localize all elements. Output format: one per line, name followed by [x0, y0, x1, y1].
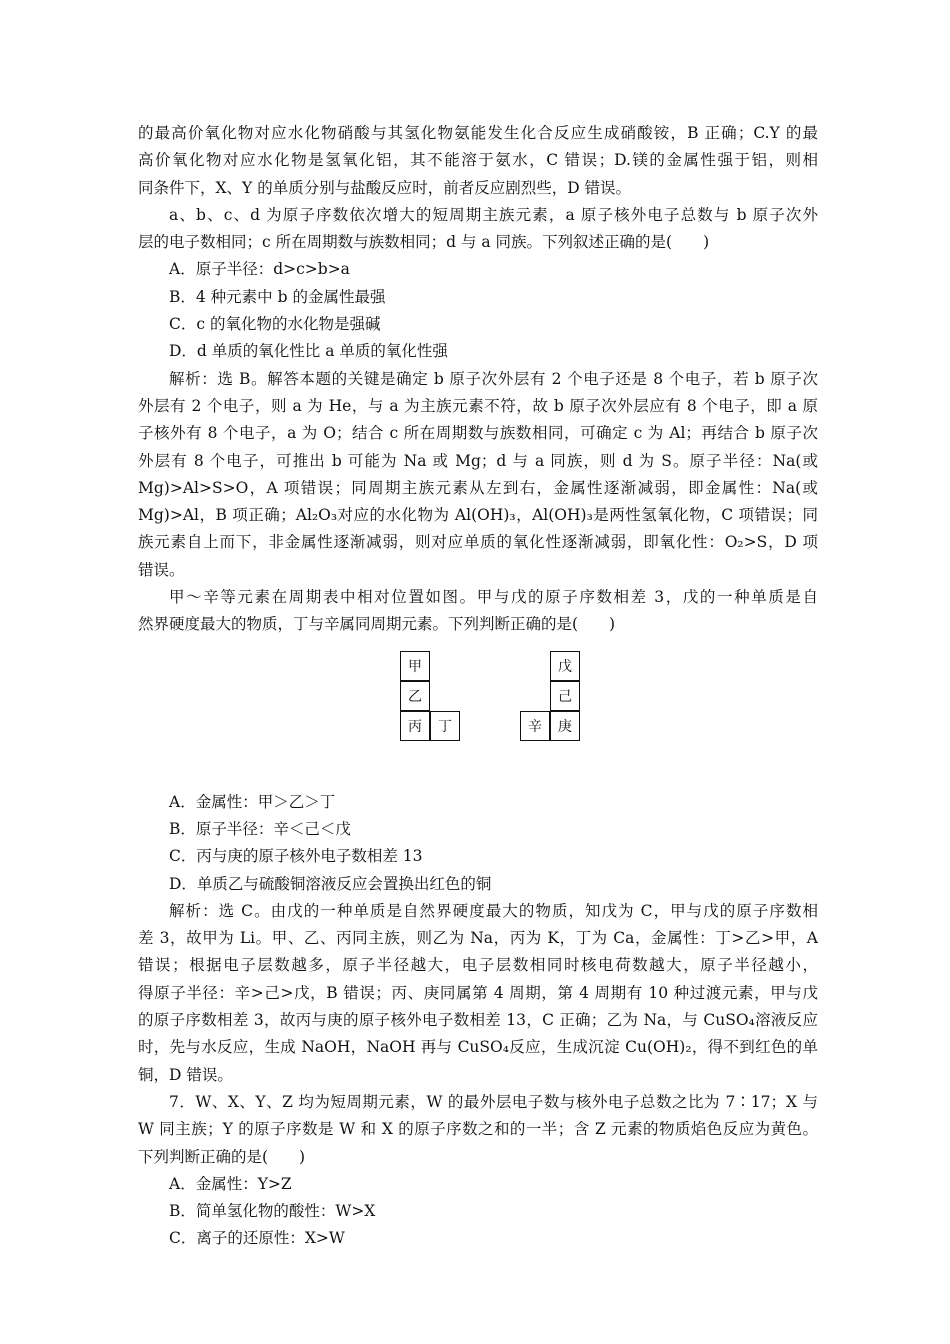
- text-line: 高价氧化物对应水化物是氢氧化铝，其不能溶于氨水，C 错误；D.镁的金属性强于铝，则相: [138, 151, 818, 170]
- document-body: [138, 120, 818, 1253]
- cell-geng: 庚: [550, 711, 580, 741]
- cell-jia: 甲: [400, 651, 430, 681]
- option-d: D．d 单质的氧化性比 a 单质的氧化性强: [169, 342, 448, 361]
- analysis-line: Mg)>Al，B 项正确；Al₂O₃对应的水化物为 Al(OH)₃，Al(OH)₃是两性氢氧化物，C 项错误；同: [138, 506, 818, 525]
- option-a: A．金属性：甲＞乙＞丁: [169, 792, 336, 811]
- analysis-line: 错误。: [138, 560, 185, 579]
- analysis-line: 族元素自上而下，非金属性逐渐减弱，则对应单质的氧化性逐渐减弱，即氧化性：O₂>S，D 项: [138, 533, 818, 552]
- cell-xin: 辛: [520, 711, 550, 741]
- analysis-line: 得原子半径：辛>己>戊，B 错误；丙、庚同属第 4 周期，第 4 周期有 10 种过渡元素，甲与戊: [138, 983, 818, 1002]
- analysis-line: 子核外有 8 个电子，a 为 O；结合 c 所在周期数与族数相同，可确定 c 为 Al；再结合 b 原子次: [138, 424, 818, 443]
- analysis-line: Mg)>Al>S>O，A 项错误；同周期主族元素从左到右，金属性逐渐减弱，即金属性：Na(或: [138, 478, 818, 497]
- cell-bing: 丙: [400, 711, 430, 741]
- analysis-line: 时，先与水反应，生成 NaOH，NaOH 再与 CuSO₄反应，生成沉淀 Cu(OH)₂，得不到红色的单: [138, 1038, 818, 1057]
- question-stem: W 同主族；Y 的原子序数是 W 和 X 的原子序数之和的一半；含 Z 元素的物质焰色反应为黄色。: [138, 1120, 818, 1139]
- cell-ji: 己: [550, 681, 580, 711]
- cell-yi: 乙: [400, 681, 430, 711]
- cell-wu: 戊: [550, 651, 580, 681]
- option-b: B．原子半径：辛＜己＜戊: [169, 819, 351, 838]
- analysis-line: 的原子序数相差 3，故丙与庚的原子核外电子数相差 13，C 正确；乙为 Na，与 CuSO₄溶液反应: [138, 1011, 818, 1030]
- option-c: C．c 的氧化物的水化物是强碱: [169, 315, 381, 334]
- question-stem: a、b、c、d 为原子序数依次增大的短周期主族元素，a 原子核外电子总数与 b 原子次外: [169, 205, 818, 224]
- option-b: B．简单氢化物的酸性：W>X: [169, 1202, 376, 1221]
- analysis-line: 解析：选 B。解答本题的关键是确定 b 原子次外层有 2 个电子还是 8 个电子，若 b 原子次: [169, 369, 818, 388]
- analysis-line: 解析：选 C。由戊的一种单质是自然界硬度最大的物质，知戊为 C，甲与戊的原子序数相: [169, 901, 818, 920]
- cell-ding: 丁: [430, 711, 460, 741]
- periodic-table-figure: [138, 645, 818, 783]
- question-stem: 然界硬度最大的物质，丁与辛属同周期元素。下列判断正确的是( ): [138, 615, 616, 634]
- question-stem: 7．W、X、Y、Z 均为短周期元素，W 的最外层电子数与核外电子总数之比为 7∶17；X 与: [169, 1092, 818, 1111]
- question-stem: 下列判断正确的是( ): [138, 1147, 306, 1166]
- option-d: D．单质乙与硫酸铜溶液反应会置换出红色的铜: [169, 874, 492, 893]
- question-stem: 层的电子数相同；c 所在周期数与族数相同；d 与 a 同族。下列叙述正确的是( ): [138, 233, 710, 252]
- analysis-line: 外层有 2 个电子，则 a 为 He，与 a 为主族元素不符，故 b 原子次外层应有 8 个电子，即 a 原: [138, 396, 818, 415]
- option-b: B．4 种元素中 b 的金属性最强: [169, 287, 386, 306]
- text-line: 同条件下，X、Y 的单质分别与盐酸反应时，前者反应剧烈些，D 错误。: [138, 178, 632, 197]
- analysis-line: 差 3，故甲为 Li。甲、乙、丙同主族，则乙为 Na，丙为 K，丁为 Ca，金属性：丁>乙>甲，A: [138, 929, 818, 948]
- option-a: A．原子半径：d>c>b>a: [169, 260, 350, 279]
- analysis-line: 铜，D 错误。: [138, 1065, 233, 1084]
- text-line: 的最高价氧化物对应水化物硝酸与其氢化物氨能发生化合反应生成硝酸铵，B 正确；C.Y 的最: [138, 124, 818, 142]
- option-c: C．离子的还原性：X>W: [169, 1229, 345, 1248]
- option-a: A．金属性：Y>Z: [169, 1174, 292, 1193]
- question-stem: 甲～辛等元素在周期表中相对位置如图。甲与戊的原子序数相差 3，戊的一种单质是自: [169, 588, 818, 607]
- option-c: C．丙与庚的原子核外电子数相差 13: [169, 847, 423, 866]
- analysis-line: 错误；根据电子层数越多，原子半径越大，电子层数相同时核电荷数越大，原子半径越小，: [138, 956, 818, 975]
- analysis-line: 外层有 8 个电子，可推出 b 可能为 Na 或 Mg；d 与 a 同族，则 d 为 S。原子半径：Na(或: [138, 451, 818, 470]
